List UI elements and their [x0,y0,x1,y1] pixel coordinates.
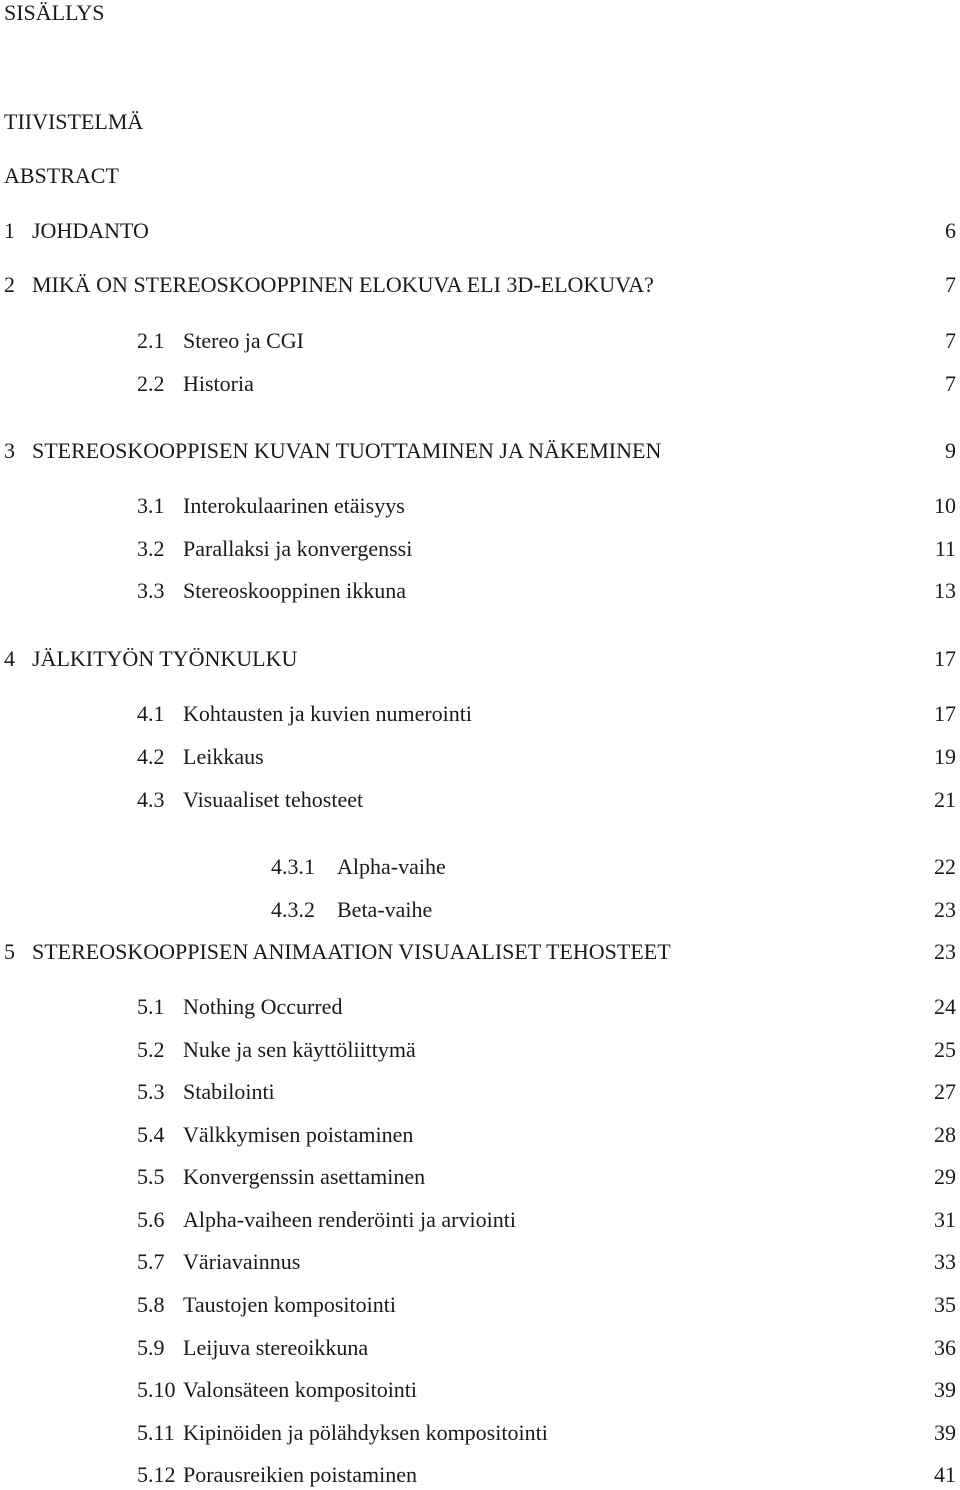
toc-entry-number: 2.1 [137,328,165,353]
toc-entry-page: 23 [934,939,956,964]
toc-entry-label: Nothing Occurred [183,994,343,1019]
toc-entry-label: Leijuva stereoikkuna [183,1335,369,1360]
toc-entry[interactable] [0,538,960,564]
toc-entry-page: 7 [945,328,956,353]
toc-entry[interactable] [0,1039,960,1065]
toc-entry-label: Visuaaliset tehosteet [183,787,364,812]
toc-entry[interactable] [0,789,960,815]
toc-entry-page: 31 [934,1207,956,1232]
toc-entry[interactable] [0,648,960,674]
toc-entry-label: Kipinöiden ja pölähdyksen kompositointi [183,1420,548,1445]
toc-entry-page: 17 [934,646,956,671]
toc-entry[interactable] [0,1166,960,1192]
toc-entry-label: TIIVISTELMÄ [4,109,144,134]
toc-entry[interactable] [0,703,960,729]
toc-entry-number: 4.3.2 [271,897,315,922]
toc-entry[interactable] [0,495,960,521]
toc-entry[interactable] [0,1124,960,1150]
toc-entry-label: Kohtausten ja kuvien numerointi [183,701,472,726]
toc-entry[interactable] [0,1251,960,1277]
toc-entry-label: Alpha-vaiheen renderöinti ja arviointi [183,1207,516,1232]
toc-entry-number: 5 [4,939,15,964]
toc-entry[interactable] [0,1464,960,1490]
toc-entry-number: 5.6 [137,1207,165,1232]
toc-entry-page: 36 [934,1335,956,1360]
toc-entry-number: 5.1 [137,994,165,1019]
toc-entry-label: Parallaksi ja konvergenssi [183,536,413,561]
toc-entry-number: 3 [4,438,15,463]
toc-entry-page: 24 [934,994,956,1019]
toc-entry-label: Stereoskooppinen ikkuna [183,578,407,603]
toc-entry-number: 5.4 [137,1122,165,1147]
toc-entry-page: 41 [934,1462,956,1487]
toc-entry-number: 3.2 [137,536,165,561]
toc-entry[interactable] [0,746,960,772]
toc-entry-number: 3.3 [137,578,165,603]
toc-entry[interactable] [0,996,960,1022]
toc-entry-label: Beta-vaihe [337,897,433,922]
toc-entry-number: 4.3.1 [271,854,315,879]
toc-entry[interactable] [0,580,960,606]
toc-entry[interactable] [0,856,960,882]
toc-entry[interactable] [0,1209,960,1235]
toc-entry-page: 28 [934,1122,956,1147]
toc-entry[interactable] [0,1422,960,1448]
toc-entry-page: 11 [934,536,956,561]
toc-entry-page: 17 [934,701,956,726]
toc-entry-label: Taustojen kompositointi [183,1292,396,1317]
toc-entry-number: 5.9 [137,1335,165,1360]
toc-entry[interactable] [0,1379,960,1405]
toc-entry-page: 10 [934,493,956,518]
toc-entry[interactable] [0,1081,960,1107]
toc-entry[interactable] [0,220,960,246]
toc-entry-page: 27 [934,1079,956,1104]
toc-entry-page: 39 [934,1377,956,1402]
toc-entry-page: 13 [934,578,956,603]
toc-entry-number: 5.7 [137,1249,165,1274]
toc-entry-number: 5.10 [137,1377,176,1402]
toc-entry-number: 5.5 [137,1164,165,1189]
toc-entry-number: 5.8 [137,1292,165,1317]
toc-entry-label: Väriavainnus [183,1249,301,1274]
toc-entry-number: 5.12 [137,1462,176,1487]
toc-entry-label: Nuke ja sen käyttöliittymä [183,1037,416,1062]
toc-entry-label: Historia [183,371,254,396]
toc-entry-label: Valonsäteen kompositointi [183,1377,418,1402]
toc-entry-label: Konvergenssin asettaminen [183,1164,426,1189]
toc-entry-number: 1 [4,218,15,243]
toc-entry-page: 33 [934,1249,956,1274]
toc-entry[interactable] [0,899,960,925]
toc-entry-page: 29 [934,1164,956,1189]
toc-entry-number: 5.3 [137,1079,165,1104]
toc-entry-label: Interokulaarinen etäisyys [183,493,405,518]
toc-entry-label: Leikkaus [183,744,264,769]
toc-entry[interactable] [0,1337,960,1363]
toc-entry-label: ABSTRACT [4,163,119,188]
toc-entry-page: 35 [934,1292,956,1317]
toc-entry-number: 5.11 [137,1420,175,1445]
toc-entry[interactable] [0,111,960,137]
toc-entry-label: Stereo ja CGI [183,328,304,353]
toc-entry-page: 25 [934,1037,956,1062]
toc-entry-label: Välkkymisen poistaminen [183,1122,414,1147]
toc-entry-page: 7 [945,272,956,297]
toc-title: SISÄLLYS [4,0,105,25]
toc-entry[interactable] [0,165,960,191]
toc-entry[interactable] [0,1294,960,1320]
toc-entry[interactable] [0,274,960,300]
toc-entry-number: 4.3 [137,787,165,812]
toc-entry-page: 9 [945,438,956,463]
toc-entry-number: 4 [4,646,15,671]
toc-entry-page: 6 [945,218,956,243]
toc-entry-label: JÄLKITYÖN TYÖNKULKU [32,646,298,671]
toc-entry[interactable] [0,440,960,466]
toc-entry-page: 23 [934,897,956,922]
toc-entry-number: 2 [4,272,15,297]
toc-entry-label: Stabilointi [183,1079,275,1104]
toc-entry[interactable] [0,941,960,967]
toc-entry-number: 4.2 [137,744,165,769]
toc-entry-page: 22 [934,854,956,879]
toc-entry-page: 7 [945,371,956,396]
toc-entry-page: 21 [934,787,956,812]
toc-entry-number: 3.1 [137,493,165,518]
toc-entry[interactable] [0,330,960,356]
toc-entry-number: 2.2 [137,371,165,396]
toc-entry-label: MIKÄ ON STEREOSKOOPPINEN ELOKUVA ELI 3D-ELOKUVA? [32,272,654,297]
toc-entry-number: 5.2 [137,1037,165,1062]
toc-entry-label: STEREOSKOOPPISEN KUVAN TUOTTAMINEN JA NÄKEMINEN [32,438,662,463]
toc-entry-page: 39 [934,1420,956,1445]
toc-entry[interactable] [0,373,960,399]
toc-entry-page: 19 [934,744,956,769]
toc-entry-label: Alpha-vaihe [337,854,446,879]
toc-entry-label: JOHDANTO [32,218,149,243]
toc-entry-label: Porausreikien poistaminen [183,1462,418,1487]
toc-entry-label: STEREOSKOOPPISEN ANIMAATION VISUAALISET TEHOSTEET [32,939,671,964]
toc-entry-number: 4.1 [137,701,165,726]
